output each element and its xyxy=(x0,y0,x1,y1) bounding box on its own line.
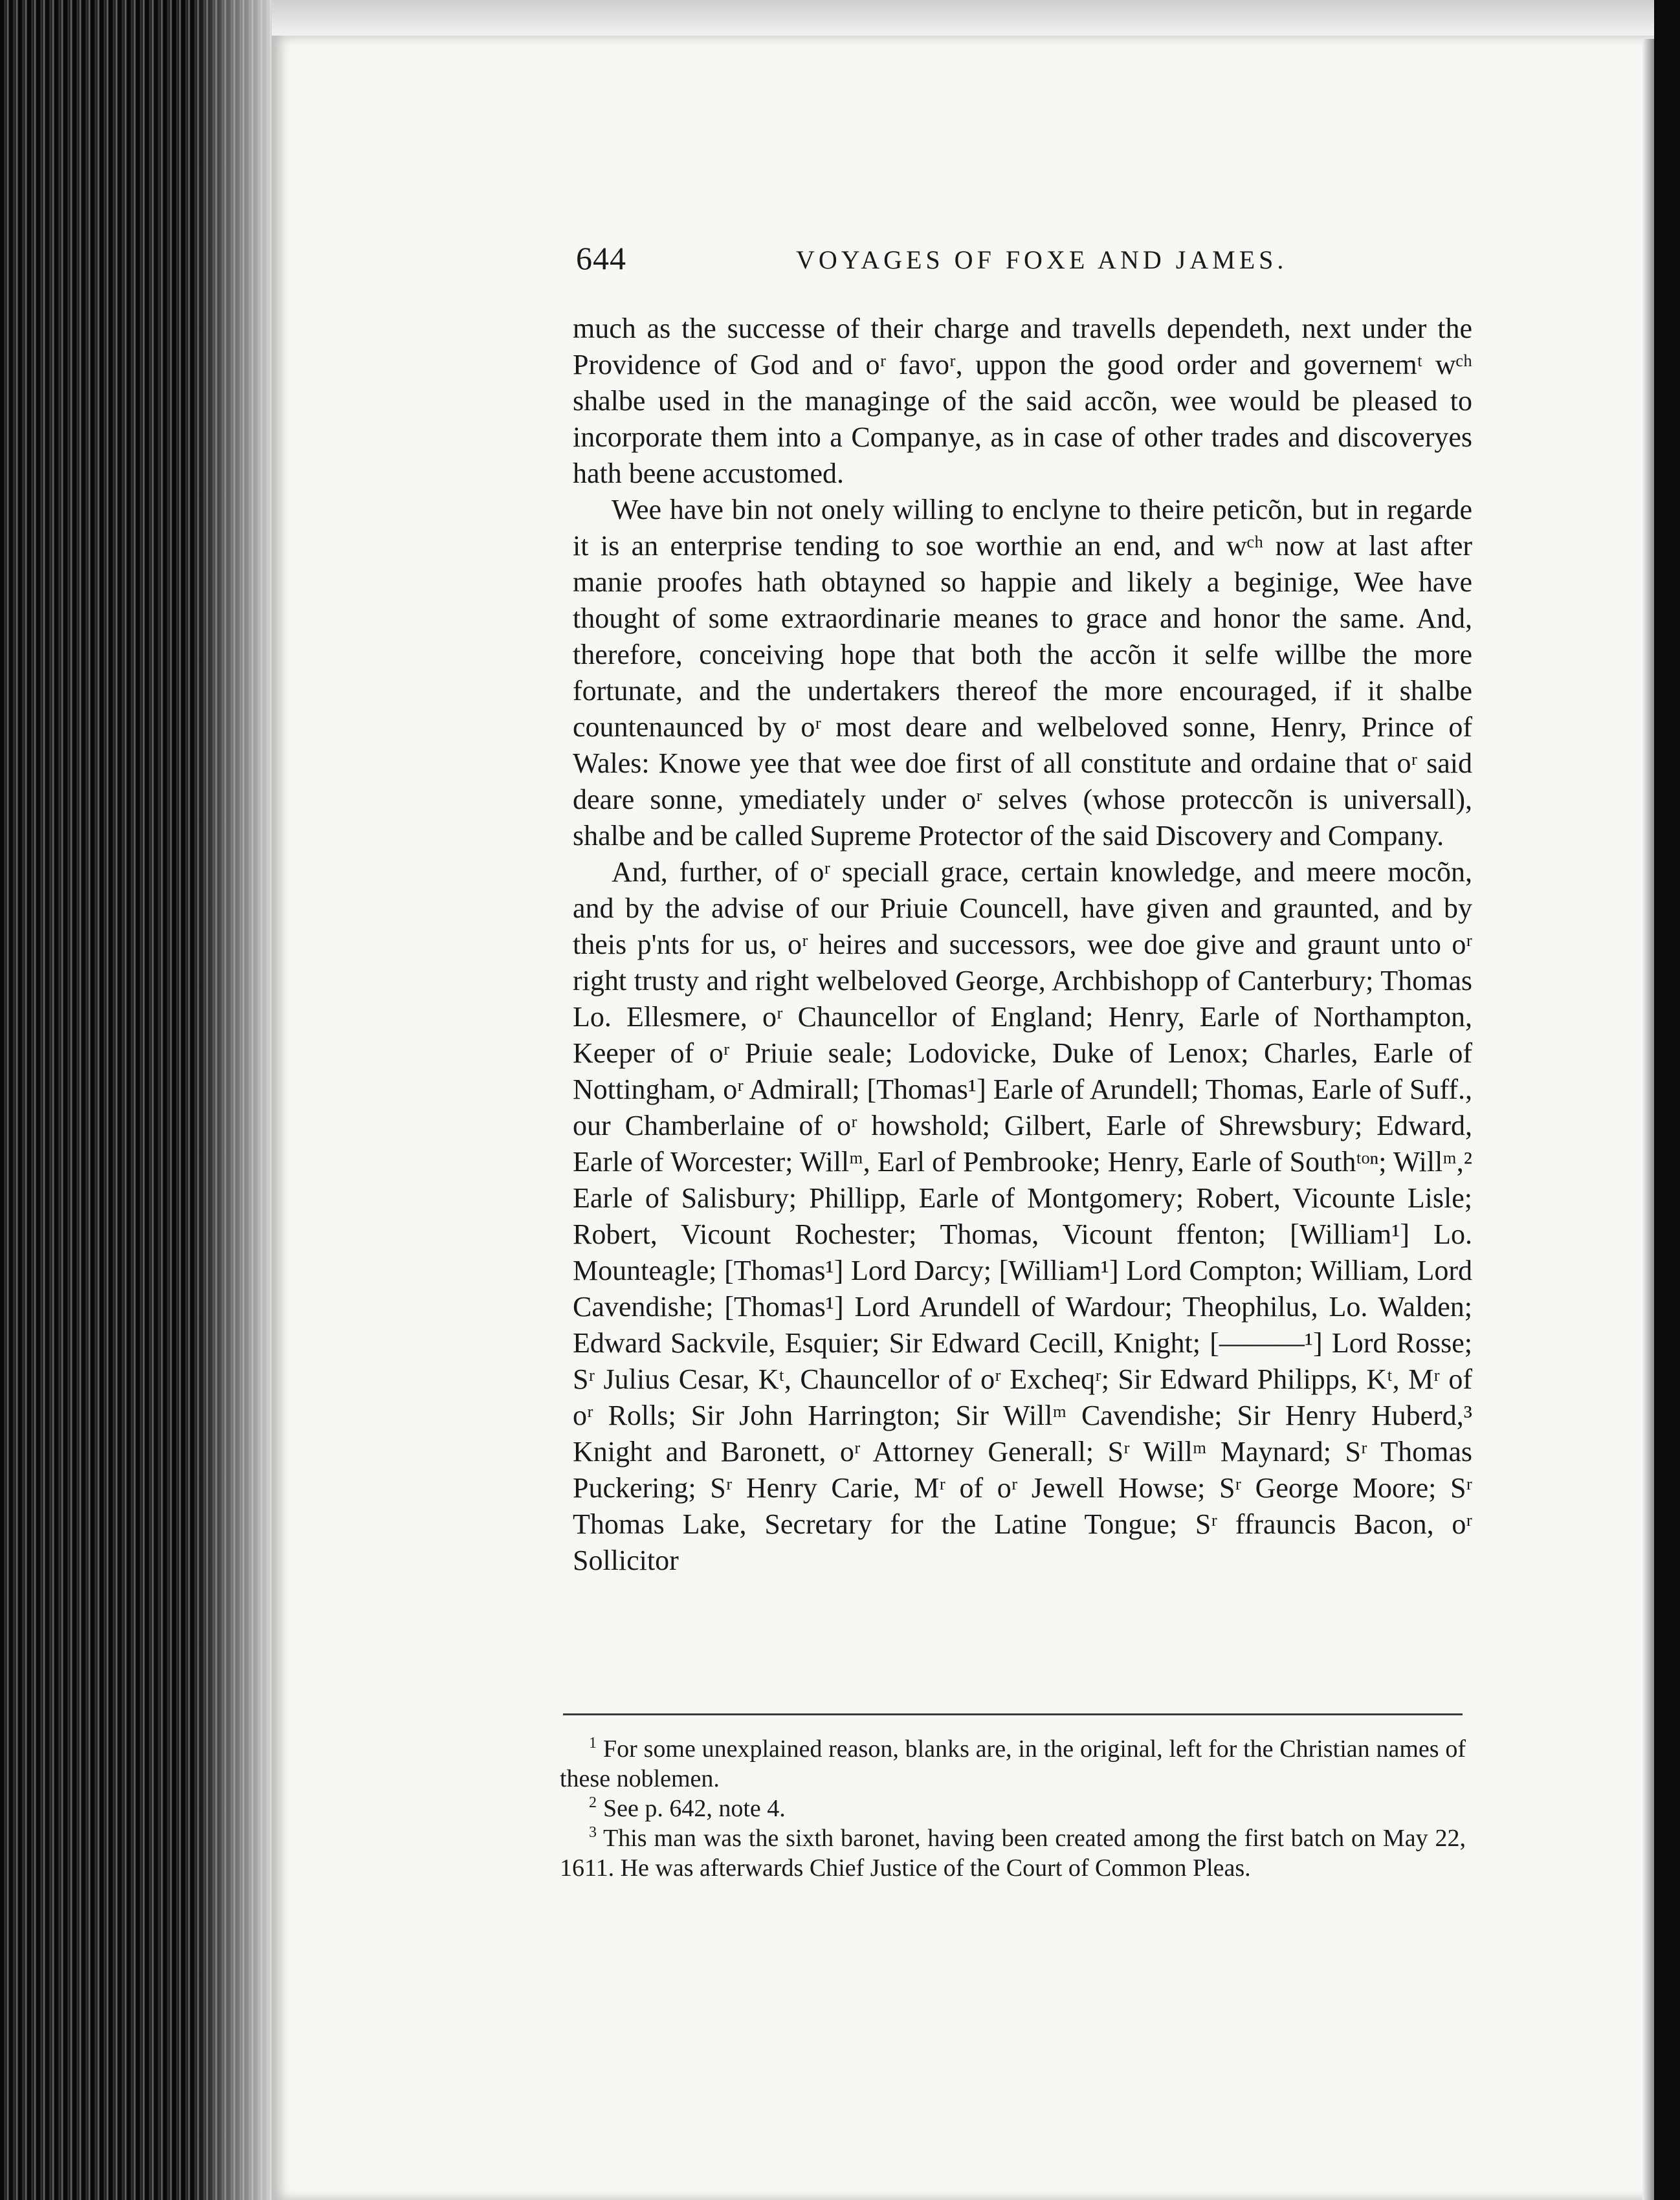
footnote-marker: 1 xyxy=(589,1735,597,1752)
paragraph: much as the successe of their charge and travells dependeth, next under the Providence of God and oʳ favoʳ, uppon the good order and governemᵗ wᶜʰ shalbe used in the managinge of the said accõn, wee would be pleased to incorporate them into a Companye, as in case of other trades and discoveryes hath beene accustomed. xyxy=(573,313,1472,489)
footnote-text: This man was the sixth baronet, having been created among the first batch on May 22, 1611. He was afterwards Chief Justice of the Court of Common Pleas. xyxy=(560,1825,1466,1882)
footnote-marker: 2 xyxy=(589,1794,597,1812)
footnotes xyxy=(560,1734,1466,1883)
footnote-marker: 3 xyxy=(589,1824,597,1842)
right-border xyxy=(1654,0,1680,2200)
footnote xyxy=(560,1794,1466,1823)
page-number: 644 xyxy=(576,240,626,276)
paragraph: Wee have bin not onely willing to enclyne to theire peticõn, but in regarde it is an enterprise tending to soe worthie an end, and wᶜʰ now at last after manie proofes hath obtayned so happie and likely a beginige, Wee have thought of some extraordinarie meanes to grace and honor the same. And, therefore, conceiving hope that both the accõn it selfe willbe the more fortunate, and the undertakers thereof the more encouraged, if it shalbe countenaunced by oʳ most deare and welbeloved sonne, Henry, Prince of Wales: Knowe yee that wee doe first of all constitute and ordaine that oʳ said deare sonne, ymediately under oʳ selves (whose proteccõn is universall), shalbe and be called Supreme Protector of the said Discovery and Company. xyxy=(573,494,1472,852)
footnote xyxy=(560,1823,1466,1883)
footnote xyxy=(560,1734,1466,1794)
footnote-text: For some unexplained reason, blanks are, in the original, left for the Christian names of these noblemen. xyxy=(560,1735,1466,1792)
page-top-shade xyxy=(272,0,1680,39)
footnote-divider xyxy=(563,1713,1463,1715)
page-header xyxy=(576,239,1469,285)
footnote-text: See p. 642, note 4. xyxy=(603,1795,786,1822)
body-text xyxy=(573,311,1472,1579)
page-edge-fade xyxy=(194,0,285,2200)
page-gutter-shade xyxy=(1642,39,1654,2200)
paragraph: And, further, of oʳ speciall grace, certain knowledge, and meere mocõn, and by the advise of our Priuie Councell, have given and graunted, and by theis p'nts for us, oʳ heires and successors, wee doe give and graunt unto oʳ right trusty and right welbeloved George, Archbishopp of Canterbury; Thomas Lo. Ellesmere, oʳ Chauncellor of England; Henry, Earle of Northampton, Keeper of oʳ Priuie seale; Lodovicke, Duke of Lenox; Charles, Earle of Nottingham, oʳ Admirall; [Thomas¹] Earle of Arundell; Thomas, Earle of Suff., our Chamberlaine of oʳ howshold; Gilbert, Earle of Shrewsbury; Edward, Earle of Worcester; Willᵐ, Earl of Pembrooke; Henry, Earle of Southᵗᵒⁿ; Willᵐ,² Earle of Salisbury; Phillipp, Earle of Montgomery; Robert, Vicounte Lisle; Robert, Vicount Rochester; Thomas, Vicount ffenton; [William¹] Lo. Mounteagle; [Thomas¹] Lord Darcy; [William¹] Lord Compton; William, Lord Cavendishe; [Thomas¹] Lord Arundell of Wardour; Theophilus, Lo. Walden; Edward Sackvile, Esquier; Sir Edward Cecill, Knight; [———¹] Lord Rosse; Sʳ Julius Cesar, Kᵗ, Chauncellor of oʳ Excheqʳ; Sir Edward Philipps, Kᵗ, Mʳ of oʳ Rolls; Sir John Harrington; Sir Willᵐ Cavendishe; Sir Henry Huberd,³ Knight and Baronett, oʳ Attorney Generall; Sʳ Willᵐ Maynard; Sʳ Thomas Puckering; Sʳ Henry Carie, Mʳ of oʳ Jewell Howse; Sʳ George Moore; Sʳ Thomas Lake, Secretary for the Latine Tongue; Sʳ ffrauncis Bacon, oʳ Sollicitor xyxy=(573,856,1472,1576)
running-head: VOYAGES OF FOXE AND JAMES. xyxy=(796,245,1288,274)
